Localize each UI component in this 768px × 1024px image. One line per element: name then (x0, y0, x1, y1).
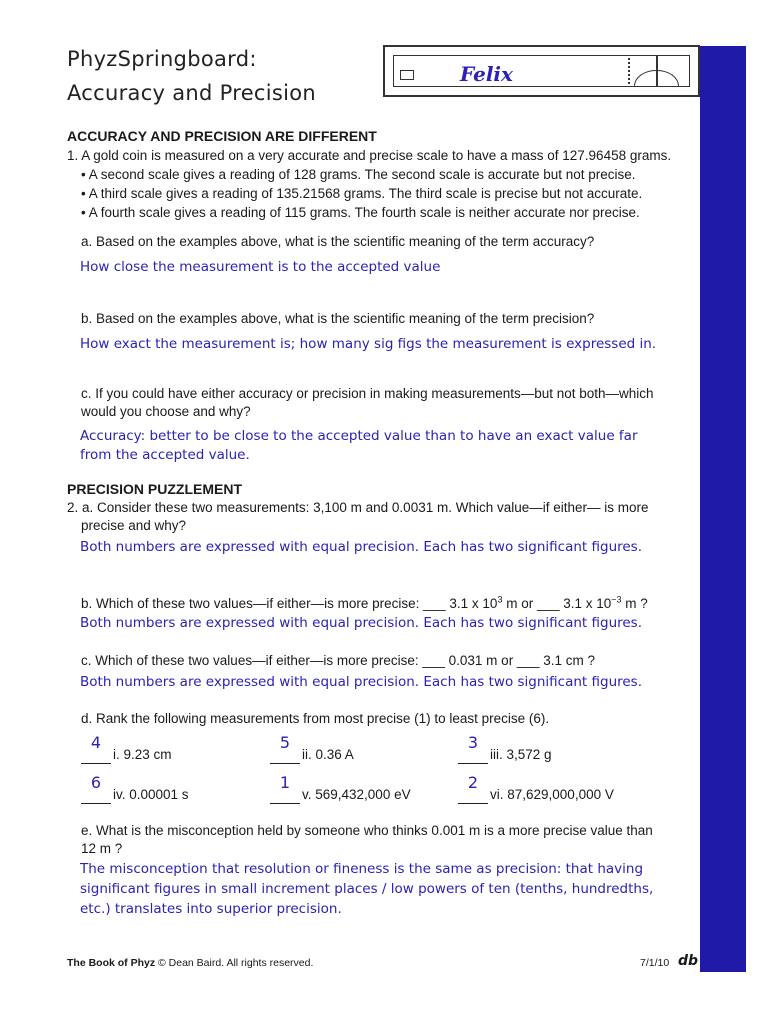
ranking-label: vi. 87,629,000,000 V (490, 787, 614, 802)
name-field-frame (393, 55, 690, 87)
gauge-arc-icon (657, 70, 679, 86)
answer-2a: Both numbers are expressed with equal precision. Each has two significant figures. (80, 539, 643, 555)
answer-2e-line3: etc.) translates into superior precision. (80, 901, 342, 917)
rank-blank (81, 733, 111, 764)
question-2b (81, 595, 648, 613)
footer-date: 7/1/10 (640, 957, 670, 969)
rank-value: 4 (90, 733, 102, 752)
question-2b-middle: m or ___ 3.1 x 10 (502, 596, 612, 611)
question-2b-text: b. Which of these two values—if either—is more precise: ___ 3.1 x 10 (81, 596, 498, 611)
page-title-line1: PhyzSpringboard: (67, 47, 257, 71)
answer-2b: Both numbers are expressed with equal precision. Each has two significant figures. (80, 615, 643, 631)
rank-value: 3 (467, 733, 479, 752)
ranking-item-vi (458, 773, 614, 804)
bullet-second-scale: • A second scale gives a reading of 128 grams. The second scale is accurate but not precise. (81, 167, 636, 182)
rank-value: 5 (279, 733, 291, 752)
ranking-item-i (81, 733, 172, 764)
ranking-item-iv (81, 773, 189, 804)
question-2c: c. Which of these two values—if either—is more precise: ___ 0.031 m or ___ 3.1 cm ? (81, 653, 595, 668)
rank-blank (81, 773, 111, 804)
rank-blank (458, 733, 488, 764)
answer-2c: Both numbers are expressed with equal precision. Each has two significant figures. (80, 674, 643, 690)
name-field-box (383, 45, 700, 97)
question-1b: b. Based on the examples above, what is the scientific meaning of the term precision? (81, 311, 595, 326)
ranking-label: i. 9.23 cm (113, 747, 172, 762)
footer-copyright-text: © Dean Baird. All rights reserved. (155, 957, 314, 969)
student-name: Felix (460, 62, 513, 86)
rank-value: 2 (467, 773, 479, 792)
rank-blank (270, 773, 300, 804)
question-2b-exponent-1: 3 (497, 594, 503, 605)
question-2d: d. Rank the following measurements from most precise (1) to least precise (6). (81, 711, 550, 726)
answer-1b: How exact the measurement is; how many sig figs the measurement is expressed in. (80, 336, 657, 352)
bullet-third-scale: • A third scale gives a reading of 135.21568 grams. The third scale is precise but not accurate. (81, 186, 643, 201)
rank-blank (458, 773, 488, 804)
answer-1c-line2: from the accepted value. (80, 447, 250, 463)
rank-value: 6 (90, 773, 102, 792)
rank-value: 1 (279, 773, 291, 792)
question-2e-line1: e. What is the misconception held by someone who thinks 0.001 m is a more precise value than (81, 823, 653, 838)
ranking-item-ii (270, 733, 354, 764)
question-1a: a. Based on the examples above, what is the scientific meaning of the term accuracy? (81, 234, 595, 249)
gauge-icon (634, 70, 656, 86)
spring-knob-icon (400, 70, 414, 80)
page-title-line2: Accuracy and Precision (67, 81, 317, 105)
side-color-bar (700, 46, 746, 972)
db-logo: db (678, 953, 699, 969)
ranking-label: ii. 0.36 A (302, 747, 354, 762)
section-heading-precision: PRECISION PUZZLEMENT (67, 481, 243, 497)
answer-1a: How close the measurement is to the accepted value (80, 259, 441, 275)
ranking-label: v. 569,432,000 eV (302, 787, 411, 802)
footer-book-title: The Book of Phyz (67, 957, 156, 969)
question-2b-end: m ? (621, 596, 648, 611)
question-2a-line2: precise and why? (81, 518, 187, 533)
ranking-label: iv. 0.00001 s (113, 787, 189, 802)
question-2a-line1: 2. a. Consider these two measurements: 3,100 m and 0.0031 m. Which value—if either— is more (67, 500, 649, 515)
question-1c-line1: c. If you could have either accuracy or precision in making measurements—but not both—which (81, 386, 654, 401)
question-1c-line2: would you choose and why? (81, 404, 251, 419)
ranking-label: iii. 3,572 g (490, 747, 552, 762)
ranking-item-v (270, 773, 411, 804)
rank-blank (270, 733, 300, 764)
answer-2e-line1: The misconception that resolution or fineness is the same as precision: that having (80, 861, 644, 877)
section-heading-accuracy: ACCURACY AND PRECISION ARE DIFFERENT (67, 128, 377, 144)
question-2b-exponent-2: −3 (611, 594, 622, 605)
answer-2e-line2: significant figures in small increment places / low powers of ten (tenths, hundredths, (80, 881, 654, 897)
ranking-item-iii (458, 733, 552, 764)
question-2e-line2: 12 m ? (81, 841, 123, 856)
answer-1c-line1: Accuracy: better to be close to the accepted value than to have an exact value far (80, 428, 638, 444)
question-1-intro: 1. A gold coin is measured on a very accurate and precise scale to have a mass of 127.96458 grams. (67, 148, 672, 163)
spring-coil-icon (628, 58, 634, 84)
footer-copyright (67, 957, 313, 969)
bullet-fourth-scale: • A fourth scale gives a reading of 115 grams. The fourth scale is neither accurate nor precise. (81, 205, 640, 220)
